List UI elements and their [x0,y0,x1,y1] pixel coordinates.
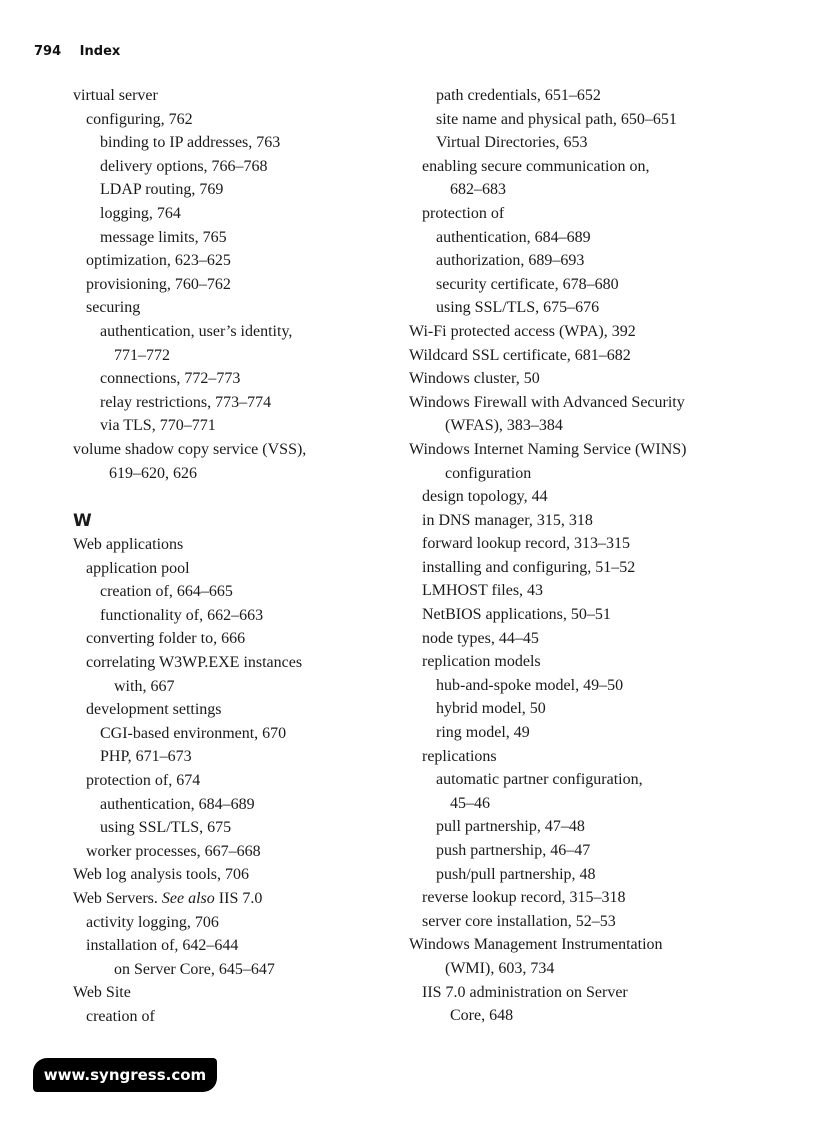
index-subentry: node types, 44–45 [422,629,539,647]
index-subsubentry: binding to IP addresses, 763 [100,134,281,152]
index-subentry: NetBIOS applications, 50–51 [422,606,611,624]
running-header [34,44,120,59]
index-entry-continuation: 682–683 [450,181,506,199]
index-subsubentry: push/pull partnership, 48 [436,865,596,883]
index-subentry: optimization, 623–625 [86,252,231,270]
index-entry-continuation: Core, 648 [450,1007,514,1025]
index-subentry: IIS 7.0 administration on Server [422,983,628,1001]
index-subsubentry: connections, 772–773 [100,370,241,388]
index-subentry: forward lookup record, 313–315 [422,535,630,553]
index-subsubentry: creation of, 664–665 [100,583,233,601]
index-subsubentry: pull partnership, 47–48 [436,818,585,836]
index-subentry: provisioning, 760–762 [86,275,231,293]
index-subsubentry: message limits, 765 [100,228,227,246]
index-subentry: installation of, 642–644 [86,937,239,955]
index-entry: Wi-Fi protected access (WPA), 392 [409,322,636,340]
index-subsubentry: LDAP routing, 769 [100,181,224,199]
index-entry: volume shadow copy service (VSS), [73,440,307,458]
index-entry: Web log analysis tools, 706 [73,866,250,884]
index-subsubentry: push partnership, 46–47 [436,842,591,859]
index-entry: Windows cluster, 50 [409,370,540,388]
index-entry: Windows Internet Naming Service (WINS) [409,440,687,458]
index-entry-continuation: with, 667 [114,677,175,695]
index-subentry: in DNS manager, 315, 318 [422,511,593,529]
index-subentry: protection of [422,204,505,222]
index-subentry: server core installation, 52–53 [422,912,616,930]
see-also-label: See also [161,890,215,907]
index-subsubentry: automatic partner configuration, [436,771,643,789]
index-letter-heading: W [73,511,92,532]
index-subsubentry: hybrid model, 50 [436,700,546,718]
index-entry-continuation: configuration [445,464,532,482]
index-subentry: reverse lookup record, 315–318 [422,889,626,907]
index-subsubentry: authentication, user’s identity, [100,322,293,340]
index-subsubentry: authorization, 689–693 [436,252,585,270]
index-subsubentry: ring model, 49 [436,724,530,742]
index-entry: virtual server [73,87,158,104]
index-entry-continuation: 45–46 [450,794,490,812]
index-subentry: application pool [86,559,190,577]
index-subentry: replications [422,747,497,765]
index-subsubentry: site name and physical path, 650–651 [436,110,677,128]
index-entry: Web applications [73,536,184,554]
index-subentry: replication models [422,653,541,671]
index-entry-continuation: (WMI), 603, 734 [445,959,555,977]
index-entry: Wildcard SSL certificate, 681–682 [409,346,631,364]
section-title: Index [79,44,121,59]
index-entry: Web Servers. See also IIS 7.0 [73,890,263,907]
index-subentry: configuring, 762 [86,110,193,128]
index-subentry: converting folder to, 666 [86,630,246,648]
section-gap [73,485,393,509]
index-entry: Windows Firewall with Advanced Security [409,393,685,411]
page-number: 794 [34,44,62,59]
index-subsubentry: using SSL/TLS, 675–676 [436,299,600,317]
index-subsubentry: hub-and-spoke model, 49–50 [436,676,624,694]
index-subentry: installing and configuring, 51–52 [422,558,636,576]
index-subsubentry: security certificate, 678–680 [436,275,619,293]
index-subsubentry: relay restrictions, 773–774 [100,393,272,411]
index-subentry: development settings [86,701,222,719]
footer-url[interactable]: www.syngress.com [43,1066,207,1084]
index-column-left [73,84,393,1029]
index-subentry: LMHOST files, 43 [422,582,544,600]
index-subentry: correlating W3WP.EXE instances [86,654,303,672]
index-subentry: securing [86,299,141,317]
index-subsubentry: functionality of, 662–663 [100,606,264,624]
index-subentry: activity logging, 706 [86,913,219,931]
footer-url-badge[interactable] [33,1058,217,1092]
index-entry-continuation: on Server Core, 645–647 [114,960,275,978]
index-entry: Web Site [73,984,131,1002]
index-entry-continuation: 619–620, 626 [109,464,197,482]
index-subsubentry: authentication, 684–689 [100,795,255,813]
index-subentry: worker processes, 667–668 [86,842,261,860]
index-entry-continuation: (WFAS), 383–384 [445,417,563,435]
index-subsubentry: Virtual Directories, 653 [436,134,588,152]
index-subentry: creation of [86,1007,155,1025]
index-subentry: protection of, 674 [86,772,201,790]
index-subentry: design topology, 44 [422,488,548,506]
index-subsubentry: logging, 764 [100,204,181,222]
index-subsubentry: CGI-based environment, 670 [100,724,287,742]
index-entry-continuation: 771–772 [114,346,170,364]
index-subsubentry: via TLS, 770–771 [100,417,216,435]
index-subsubentry: authentication, 684–689 [436,228,591,246]
index-subsubentry: delivery options, 766–768 [100,157,268,175]
index-column-right [409,84,789,1028]
index-subsubentry: PHP, 671–673 [100,748,192,766]
index-subentry: enabling secure communication on, [422,157,650,175]
index-entry: Windows Management Instrumentation [409,936,663,954]
index-subsubentry: path credentials, 651–652 [436,87,601,104]
index-subsubentry: using SSL/TLS, 675 [100,819,232,837]
